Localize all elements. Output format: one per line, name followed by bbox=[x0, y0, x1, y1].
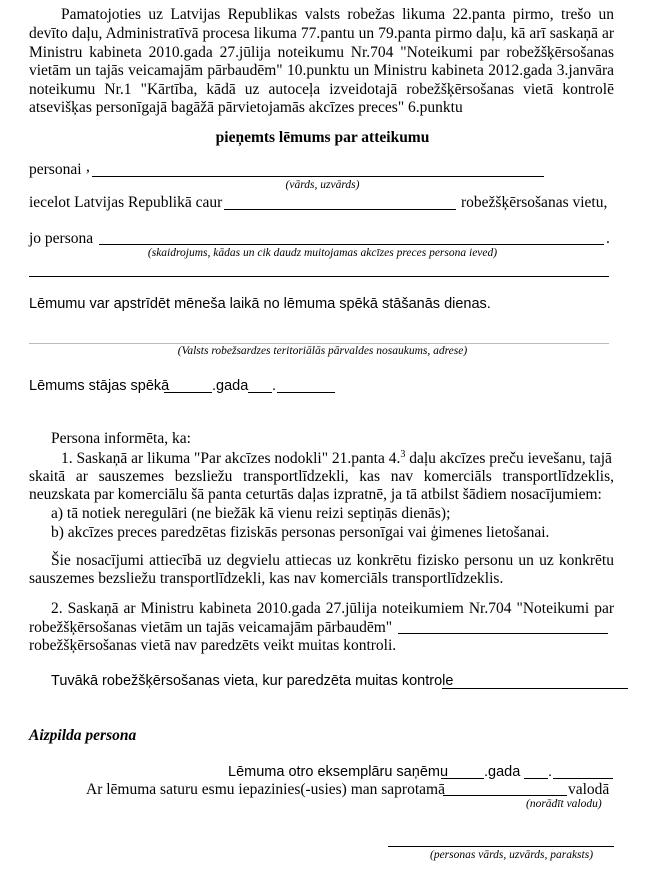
condition-b: b) akcīzes preces paredzētas fiziskās personas personīgai vai ģimenes lietošanai. bbox=[51, 524, 550, 541]
informed-p1-line: neuzskata par komerciālu šā panta ceturtās daļas izpratnē, ja tā atbilst šādiem nosacījumiem: bbox=[29, 486, 602, 503]
informed-p1-end: daļu akcīzes preču ievešanu, tajā bbox=[409, 450, 612, 468]
nearest-crossing-label: Tuvākā robežšķērsošanas vieta, kur paredzēta muitas kontrole bbox=[51, 673, 454, 689]
authority-field[interactable] bbox=[29, 343, 609, 344]
effective-month-field[interactable] bbox=[277, 392, 335, 393]
reason-field[interactable] bbox=[99, 244, 604, 245]
nearest-crossing-field[interactable] bbox=[442, 688, 628, 689]
signature-field[interactable] bbox=[388, 846, 614, 847]
received-gada: .gada bbox=[484, 764, 521, 780]
reason-field-continued[interactable] bbox=[29, 276, 609, 277]
language-field[interactable] bbox=[443, 795, 567, 796]
effective-gada: .gada bbox=[212, 378, 249, 394]
informed-p2-line: 2. Saskaņā ar Ministru kabineta 2010.gada 27.jūlija noteikumiem Nr.704 "Noteikumi par bbox=[51, 600, 614, 617]
language-hint: (norādīt valodu) bbox=[526, 798, 602, 810]
effective-label: Lēmums stājas spēkā bbox=[29, 378, 170, 394]
fill-section-title: Aizpilda persona bbox=[29, 727, 137, 744]
effective-day-field[interactable] bbox=[248, 392, 272, 393]
reason-end: . bbox=[606, 230, 610, 247]
received-month-field[interactable] bbox=[553, 778, 613, 779]
person-dot: , bbox=[86, 158, 90, 175]
intro-line: vietām un tajās veicamajām pārbaudēm" 10.punktu un Ministru kabineta 2012.gada 3.janvāra bbox=[29, 62, 614, 79]
received-label: Lēmuma otro eksemplāru saņēmu bbox=[228, 764, 449, 780]
decision-heading: pieņemts lēmums par atteikumu bbox=[215, 129, 430, 146]
intro-line: Ministru kabineta 2010.gada 27.jūlija noteikumu Nr.704 "Noteikumi par robežšķērsošanas bbox=[29, 44, 614, 61]
informed-p1-start: 1. Saskaņā ar likuma "Par akcīzes nodokli" 21.panta 4. bbox=[61, 450, 401, 468]
signature-hint: (personas vārds, uzvārds, paraksts) bbox=[430, 849, 594, 861]
entry-suffix: robežšķērsošanas vietu, bbox=[461, 194, 608, 211]
intro-line: atsevišķas personīgajā bagāžā pārvietojamās akcīzes preces" 6.punktu bbox=[29, 99, 463, 116]
intro-line: devīto daļu, Administratīvā procesa likuma 77.pantu un 79.panta pirmo daļu, kā arī saskaņā ar bbox=[29, 25, 614, 42]
person-label: personai bbox=[29, 161, 82, 178]
informed-title: Persona informēta, ka: bbox=[51, 430, 191, 447]
received-dot: . bbox=[548, 764, 553, 780]
person-name-field[interactable] bbox=[92, 176, 544, 177]
crossing-name-field[interactable] bbox=[398, 633, 608, 634]
person-name-hint: (vārds, uzvārds) bbox=[285, 179, 360, 191]
crossing-point-field[interactable] bbox=[224, 209, 456, 210]
fuel-note-line: sauszemes bezsliežu transportlīdzekli, kas nav komerciāls transportlīdzeklis. bbox=[29, 570, 504, 587]
familiar-label: Ar lēmuma saturu esmu iepazinies(-usies) man saprotamā bbox=[86, 781, 445, 798]
reason-hint: (skaidrojums, kādas un cik daudz muitojamas akcīzes preces persona ieved) bbox=[147, 247, 498, 259]
fuel-note-line: Šie nosacījumi attiecībā uz degvielu attiecas uz konkrētu fizisko personu un uz konkrētu bbox=[51, 552, 614, 569]
reason-label: jo persona bbox=[29, 230, 94, 247]
informed-p1-line bbox=[61, 449, 612, 468]
language-suffix: valodā bbox=[568, 781, 610, 798]
received-day-field[interactable] bbox=[524, 778, 548, 779]
condition-a: a) tā notiek neregulāri (ne biežāk kā vienu reizi septiņās dienās); bbox=[51, 505, 451, 522]
intro-line: noteikumu Nr.1 "Kārtība, kādā uz autoceļa izveidotajā robežšķērsošanas vietā kontrolē bbox=[29, 81, 614, 98]
authority-hint: (Valsts robežsardzes teritoriālās pārvaldes nosaukums, adrese) bbox=[177, 345, 468, 357]
informed-p1-line: skaitā ar sauszemes bezsliežu transportlīdzekli, kas nav komerciāls transportlīdzeklis, bbox=[29, 468, 614, 485]
informed-p2-line: robežšķērsošanas vietā nav paredzēts veikt muitas kontroli. bbox=[29, 637, 397, 654]
appeal-text: Lēmumu var apstrīdēt mēneša laikā no lēmuma spēkā stāšanās dienas. bbox=[29, 296, 491, 312]
entry-label: iecelot Latvijas Republikā caur bbox=[29, 194, 223, 211]
effective-dot: . bbox=[272, 378, 277, 394]
effective-year-field[interactable] bbox=[164, 392, 212, 393]
intro-line: Pamatojoties uz Latvijas Republikas valsts robežas likuma 22.panta pirmo, trešo un bbox=[61, 6, 614, 23]
informed-p2-line: robežšķērsošanas vietām un tajās veicamajām pārbaudēm" bbox=[29, 619, 393, 636]
received-year-field[interactable] bbox=[441, 778, 484, 779]
informed-p1-sup: 3 bbox=[400, 449, 406, 460]
